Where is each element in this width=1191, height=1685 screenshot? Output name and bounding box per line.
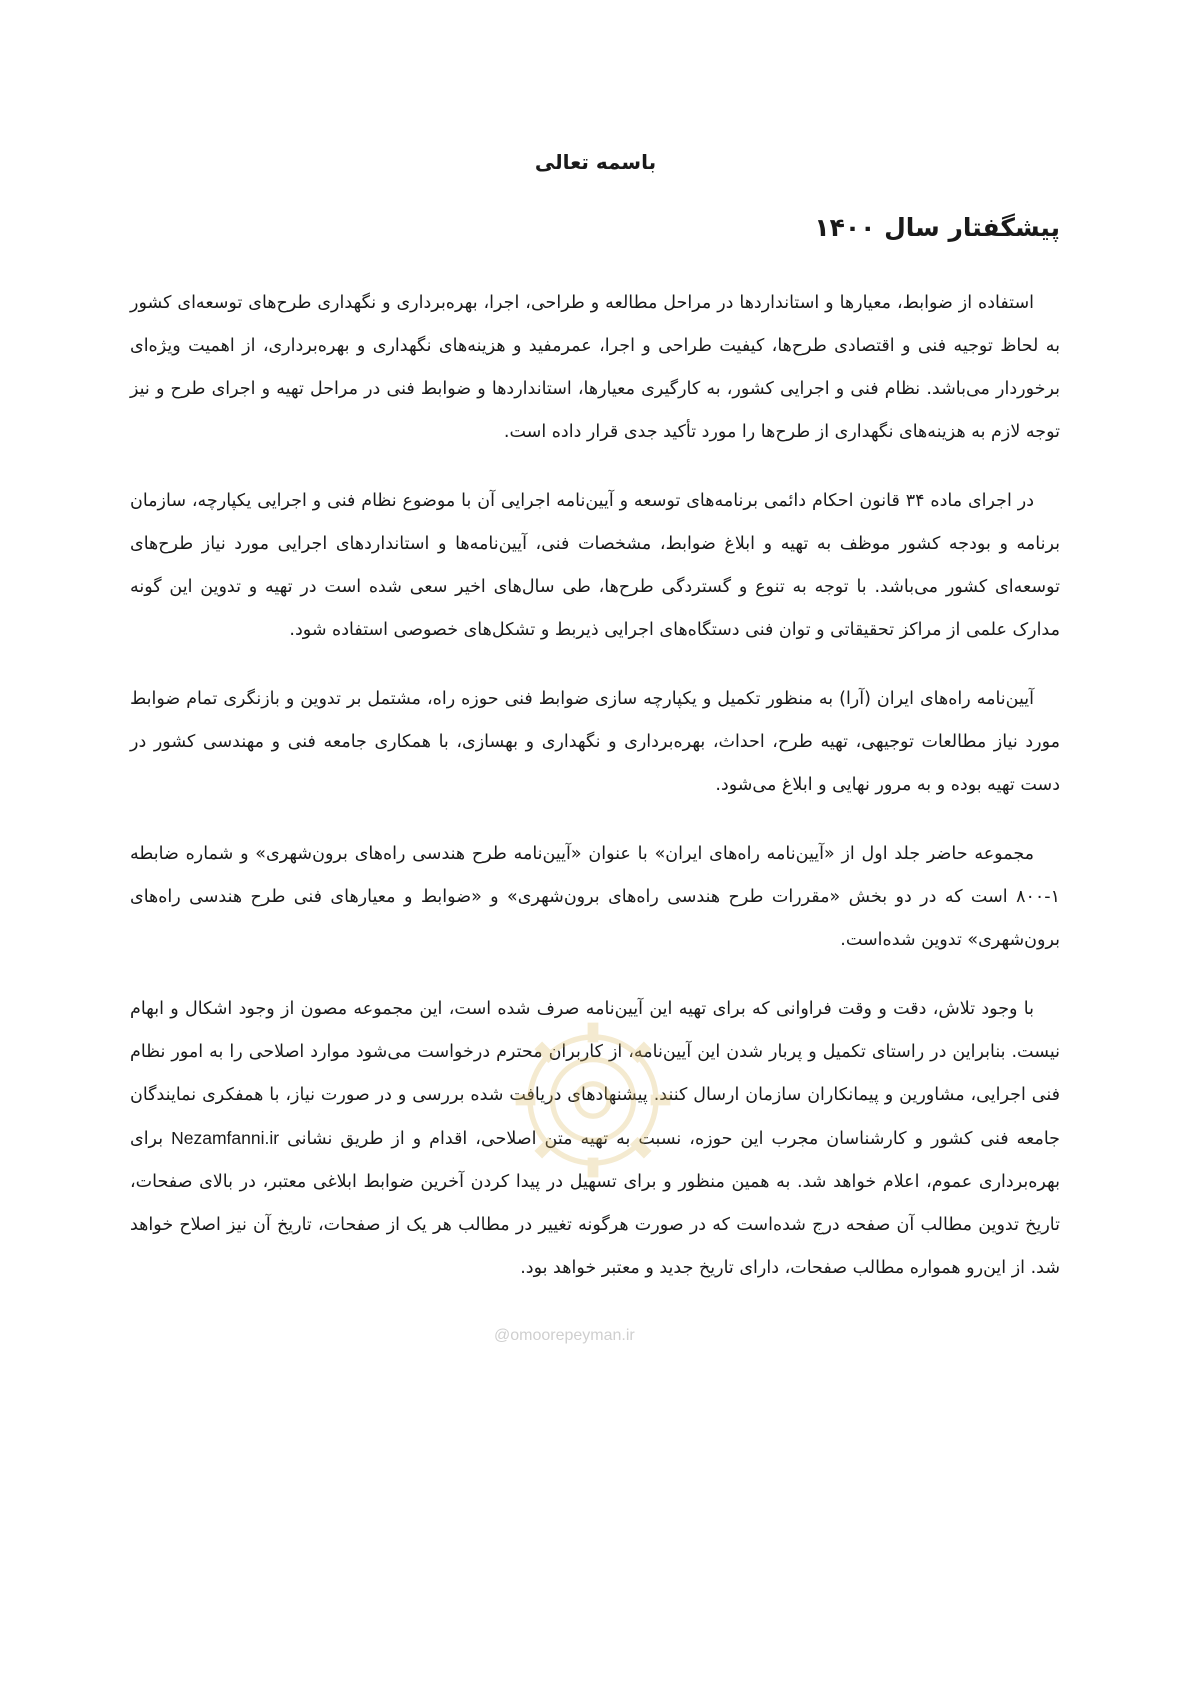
paragraph-2: در اجرای ماده ۳۴ قانون احکام دائمی برنامه‌های توسعه و آیین‌نامه اجرایی آن با موضوع نظام فنی و اجرایی یکپارچه، سازمان برنامه و بودجه کشور موظف به تهیه و ابلاغ ضوابط، مشخصات فنی، آیین‌نامه‌ها و استانداردهای اجرایی مورد نیاز طرح‌های توسعه‌ای کشور می‌باشد. با توجه به تنوع و گستردگی طرح‌ها، طی سال‌های اخیر سعی شده است در تهیه و تدوین این گونه مدارک علمی از مراکز تحقیقاتی و توان فنی دستگاه‌های اجرایی ذیربط و تشکل‌های خصوصی استفاده شود. [130,491,1060,640]
watermark-caption: @omoorepeyman.ir [494,1327,635,1344]
paragraph-5 [130,988,1060,1290]
paragraph-5-part-2: برای بهره‌برداری عموم، اعلام خواهد شد. به همین منظور و برای تسهیل در پیدا کردن آخرین ضوابط ابلاغی معتبر، در بالای صفحات، تاریخ تدوین مطالب آن صفحه درج شده‌است که در صورت هرگونه تغییر در مطالب هر یک از صفحات، تاریخ آن نیز اصلاح خواهد شد. از این‌رو همواره مطالب صفحات، دارای تاریخ جدید و معتبر خواهد بود. [130,1129,1060,1278]
website-link[interactable]: Nezamfanni.ir [171,1128,280,1148]
page-title: پیشگفتار سال ۱۴۰۰ [814,213,1060,242]
invocation-heading: باسمه تعالی [534,150,657,174]
paragraph-4: مجموعه حاضر جلد اول از «آیین‌نامه راه‌های ایران» با عنوان «آیین‌نامه طرح هندسی راه‌های برون‌شهری» و شماره ضابطه ۱-۸۰۰ است که در دو بخش «مقررات طرح هندسی راه‌های برون‌شهری» و «ضوابط و معیارهای فنی طرح هندسی راه‌های برون‌شهری» تدوین شده‌است. [130,844,1060,950]
paragraph-5-part-1: با وجود تلاش، دقت و وقت فراوانی که برای تهیه این آیین‌نامه صرف شده است، این مجموعه مصون از وجود اشکال و ابهام نیست. بنابراین در راستای تکمیل و پربار شدن این آیین‌نامه، از کاربران محترم درخواست می‌شود موارد اصلاحی را به امور نظام فنی اجرایی، مشاورین و پیمانکاران سازمان ارسال کنند. پیشنهادهای دریافت شده بررسی و در صورت نیاز، با همفکری نمایندگان جامعه فنی کشور و کارشناسان مجرب این حوزه، نسبت به تهیه متن اصلاحی، اقدام و از طریق نشانی [130,999,1060,1149]
paragraph-1: استفاده از ضوابط، معیارها و استانداردها در مراحل مطالعه و طراحی، اجرا، بهره‌برداری و نگهداری طرح‌های توسعه‌ای کشور به لحاظ توجیه فنی و اقتصادی طرح‌ها، کیفیت طراحی و اجرا، عمرمفید و هزینه‌های نگهداری و بهره‌برداری، از اهمیت ویژه‌ای برخوردار می‌باشد. نظام فنی و اجرایی کشور، به کارگیری معیارها، استانداردها و ضوابط فنی در مراحل تهیه و اجرای طرح و نیز توجه لازم به هزینه‌های نگهداری از طرح‌ها را مورد تأکید جدی قرار داده است. [130,293,1060,442]
body-text [130,282,1060,1316]
paragraph-3: آیین‌نامه راه‌های ایران (آرا) به منظور تکمیل و یکپارچه سازی ضوابط فنی حوزه راه، مشتمل بر تدوین و بازنگری تمام ضوابط مورد نیاز مطالعات توجیهی، تهیه طرح، احداث، بهره‌برداری و نگهداری و بهسازی، با همکاری جامعه فنی و مهندسی کشور در دست تهیه بوده و به مرور نهایی و ابلاغ می‌شود. [130,689,1060,795]
